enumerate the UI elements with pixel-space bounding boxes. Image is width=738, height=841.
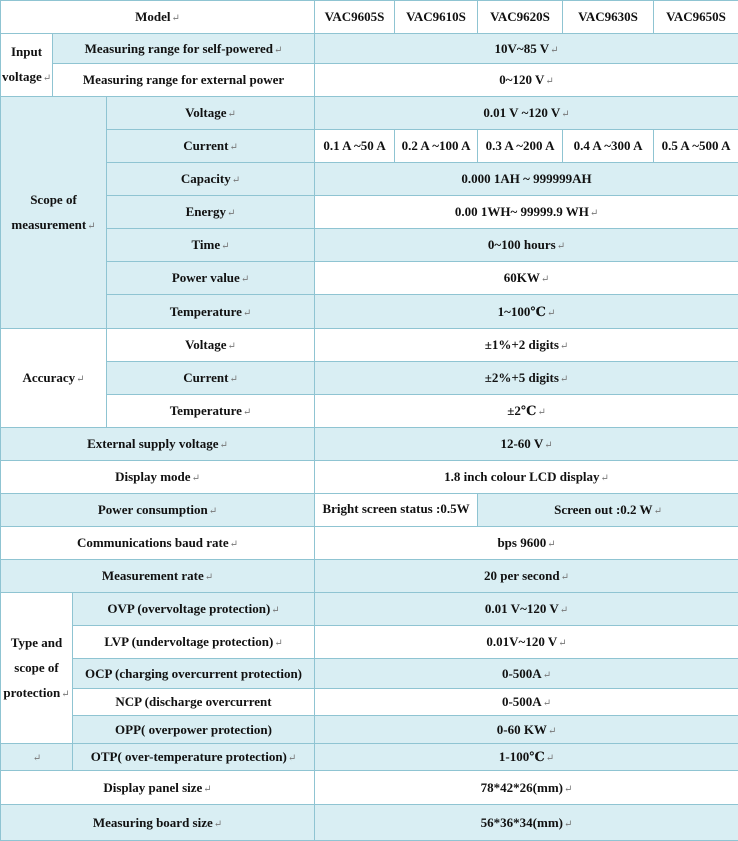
baud-rate-label [1, 527, 315, 560]
return-mark: ↵ [204, 572, 214, 583]
ovp-value [315, 593, 738, 626]
ocp-value [315, 659, 738, 689]
return-mark: ↵ [221, 241, 230, 252]
accuracy-temperature-label [107, 395, 315, 428]
row-scope-power [1, 262, 738, 295]
return-mark: ↵ [274, 44, 283, 56]
accuracy-voltage-value-text: ±1%+2 digits [484, 337, 559, 352]
row-scope-voltage [1, 97, 738, 130]
measurement-rate-label [1, 560, 315, 593]
return-mark: ↵ [287, 753, 297, 764]
ocp-value-text: 0-500A [501, 665, 542, 681]
return-mark: ↵ [540, 274, 550, 285]
model-vac9650s: VAC9650S [654, 1, 738, 34]
return-mark: ↵ [32, 753, 42, 764]
row-scope-energy [1, 196, 738, 229]
power-bright-value: Bright screen status :0.5W [315, 494, 478, 527]
return-mark: ↵ [76, 374, 85, 385]
row-external-power [1, 64, 738, 97]
row-measuring-board-size [1, 805, 738, 841]
baud-rate-label-text: Communications baud rate [76, 535, 229, 550]
otp-group-empty [1, 744, 73, 771]
current-range-vac9610s: 0.2 A ~100 A [395, 130, 478, 163]
baud-rate-value [315, 527, 738, 560]
return-mark: ↵ [542, 698, 552, 709]
model-header [1, 1, 315, 34]
row-accuracy-voltage [1, 329, 738, 362]
power-screen-out-text: Screen out :0.2 W [554, 502, 653, 517]
accuracy-current-value [315, 362, 738, 395]
return-mark: ↵ [547, 307, 556, 319]
measurement-rate-value-text: 20 per second [484, 568, 560, 583]
scope-time-value [315, 229, 738, 262]
return-mark: ↵ [227, 341, 236, 352]
self-powered-value [315, 34, 738, 64]
return-mark: ↵ [208, 506, 218, 517]
scope-voltage-label [107, 97, 315, 130]
current-range-vac9630s: 0.4 A ~300 A [563, 130, 654, 163]
current-range-vac9605s: 0.1 A ~50 A [315, 130, 395, 163]
accuracy-label: Accuracy [22, 370, 76, 385]
return-mark: ↵ [203, 783, 212, 795]
return-mark: ↵ [229, 142, 238, 153]
scope-voltage-label-text: Voltage [185, 105, 227, 120]
scope-current-label-text: Current [183, 138, 229, 153]
return-mark: ↵ [242, 407, 252, 418]
header-row [1, 1, 738, 34]
external-power-value-text: 0~120 V [499, 72, 545, 87]
scope-temperature-value-text: 1~100℃ [497, 303, 546, 319]
return-mark: ↵ [61, 688, 70, 700]
scope-capacity-label-text: Capacity [180, 171, 231, 186]
scope-capacity-label [107, 163, 315, 196]
opp-label: OPP( overpower protection) [73, 716, 315, 744]
scope-temperature-label-text: Temperature [169, 303, 242, 319]
lvp-value-text: 0.01V~120 V [486, 634, 558, 649]
external-power-label: Measuring range for external power [53, 64, 315, 97]
opp-value [315, 716, 738, 744]
measuring-board-size-value [315, 805, 738, 841]
row-otp [1, 744, 738, 771]
row-measurement-rate [1, 560, 738, 593]
return-mark: ↵ [589, 208, 599, 219]
external-supply-value-text: 12-60 V [500, 436, 544, 451]
row-external-supply [1, 428, 738, 461]
return-mark: ↵ [271, 605, 280, 616]
measurement-rate-value [315, 560, 738, 593]
return-mark: ↵ [240, 274, 250, 285]
ovp-label-text: OVP (overvoltage protection) [107, 601, 271, 616]
display-mode-value [315, 461, 738, 494]
return-mark: ↵ [42, 73, 52, 84]
scope-voltage-value-text: 0.01 V ~120 V [483, 105, 561, 120]
otp-label-text: OTP( over-temperature protection) [90, 749, 287, 764]
return-mark: ↵ [171, 13, 180, 24]
row-display-mode [1, 461, 738, 494]
model-vac9630s: VAC9630S [563, 1, 654, 34]
accuracy-current-value-text: ±2%+5 digits [484, 370, 559, 385]
row-self-powered [1, 34, 738, 64]
display-mode-value-text: 1.8 inch colour LCD display [444, 469, 600, 484]
scope-group [1, 97, 107, 329]
row-accuracy-temperature [1, 395, 738, 428]
return-mark: ↵ [219, 440, 228, 451]
scope-time-value-text: 0~100 hours [487, 237, 556, 252]
power-screen-out-value [478, 494, 738, 527]
return-mark: ↵ [242, 307, 252, 319]
scope-time-label [107, 229, 315, 262]
return-mark: ↵ [213, 818, 223, 830]
scope-temperature-label [107, 295, 315, 329]
model-vac9605s: VAC9605S [315, 1, 395, 34]
return-mark: ↵ [560, 572, 570, 583]
display-panel-size-value [315, 771, 738, 805]
row-scope-current [1, 130, 738, 163]
scope-energy-label-text: Energy [185, 204, 227, 219]
return-mark: ↵ [558, 638, 567, 649]
scope-power-value [315, 262, 738, 295]
row-accuracy-current [1, 362, 738, 395]
display-mode-label-text: Display mode [115, 469, 191, 484]
return-mark: ↵ [229, 374, 238, 385]
return-mark: ↵ [559, 374, 569, 385]
return-mark: ↵ [87, 220, 96, 232]
display-panel-size-label-text: Display panel size [103, 779, 203, 795]
opp-value-text: 0-60 KW [496, 721, 547, 737]
power-consumption-label [1, 494, 315, 527]
accuracy-current-label-text: Current [183, 370, 229, 385]
ncp-value [315, 689, 738, 716]
return-mark: ↵ [556, 241, 566, 252]
lvp-label [73, 626, 315, 659]
scope-temperature-value [315, 295, 738, 329]
return-mark: ↵ [227, 208, 236, 219]
return-mark: ↵ [545, 76, 554, 87]
display-panel-size-value-text: 78*42*26(mm) [480, 779, 563, 795]
return-mark: ↵ [600, 473, 609, 484]
power-consumption-label-text: Power consumption [97, 502, 208, 517]
return-mark: ↵ [544, 440, 553, 451]
model-vac9610s: VAC9610S [395, 1, 478, 34]
accuracy-temperature-value-text: ±2℃ [507, 403, 537, 418]
row-ovp [1, 593, 738, 626]
return-mark: ↵ [229, 539, 239, 550]
current-range-vac9620s: 0.3 A ~200 A [478, 130, 563, 163]
scope-energy-value-text: 0.00 1WH~ 99999.9 WH [454, 204, 589, 219]
row-scope-time [1, 229, 738, 262]
return-mark: ↵ [559, 605, 569, 616]
measuring-board-size-label [1, 805, 315, 841]
ncp-label: NCP (discharge overcurrent [73, 689, 315, 716]
model-label: Model [135, 9, 171, 24]
return-mark: ↵ [191, 473, 200, 484]
return-mark: ↵ [564, 783, 573, 795]
scope-line1: Scope of [30, 191, 77, 207]
current-range-vac9650s: 0.5 A ~500 A [654, 130, 738, 163]
model-vac9620s: VAC9620S [478, 1, 563, 34]
return-mark: ↵ [545, 753, 555, 764]
ncp-value-text: 0-500A [501, 694, 542, 709]
ovp-label [73, 593, 315, 626]
return-mark: ↵ [547, 539, 556, 550]
ocp-label: OCP (charging overcurrent protection) [73, 659, 315, 689]
return-mark: ↵ [274, 638, 283, 649]
scope-energy-value [315, 196, 738, 229]
accuracy-voltage-label-text: Voltage [185, 337, 227, 352]
accuracy-voltage-value [315, 329, 738, 362]
self-powered-label [53, 34, 315, 64]
scope-voltage-value [315, 97, 738, 130]
accuracy-temperature-label-text: Temperature [169, 403, 242, 418]
row-power-consumption [1, 494, 738, 527]
return-mark: ↵ [550, 44, 559, 56]
protection-group [1, 593, 73, 744]
return-mark: ↵ [537, 407, 546, 418]
scope-power-label [107, 262, 315, 295]
external-power-value [315, 64, 738, 97]
measurement-rate-label-text: Measurement rate [101, 568, 204, 583]
self-powered-label-text: Measuring range for self-powered [84, 40, 273, 56]
ovp-value-text: 0.01 V~120 V [484, 601, 559, 616]
external-supply-label [1, 428, 315, 461]
otp-value-text: 1-100℃ [498, 749, 545, 764]
input-voltage-line1: Input [10, 44, 43, 59]
otp-label [73, 744, 315, 771]
baud-rate-value-text: bps 9600 [497, 535, 547, 550]
row-ncp [1, 689, 738, 716]
lvp-value [315, 626, 738, 659]
scope-current-label [107, 130, 315, 163]
accuracy-current-label [107, 362, 315, 395]
accuracy-temperature-value [315, 395, 738, 428]
protection-line2: scope of [14, 659, 59, 675]
row-scope-temperature [1, 295, 738, 329]
row-scope-capacity [1, 163, 738, 196]
display-mode-label [1, 461, 315, 494]
measuring-board-size-label-text: Measuring board size [92, 814, 213, 830]
measuring-board-size-value-text: 56*36*34(mm) [480, 814, 563, 830]
scope-power-value-text: 60KW [503, 270, 540, 285]
return-mark: ↵ [564, 818, 573, 830]
row-lvp [1, 626, 738, 659]
display-panel-size-label [1, 771, 315, 805]
external-supply-value [315, 428, 738, 461]
self-powered-value-text: 10V~85 V [494, 40, 550, 56]
protection-line3: protection [3, 684, 61, 700]
row-opp [1, 716, 738, 744]
scope-energy-label [107, 196, 315, 229]
accuracy-group [1, 329, 107, 428]
scope-line2: measurement [11, 216, 87, 232]
row-ocp [1, 659, 738, 689]
external-supply-label-text: External supply voltage [87, 436, 219, 451]
accuracy-voltage-label [107, 329, 315, 362]
return-mark: ↵ [559, 341, 569, 352]
return-mark: ↵ [227, 109, 236, 120]
row-display-panel-size [1, 771, 738, 805]
scope-capacity-value: 0.000 1AH ~ 999999AH [315, 163, 738, 196]
return-mark: ↵ [542, 669, 552, 681]
scope-time-label-text: Time [191, 237, 221, 252]
return-mark: ↵ [231, 175, 241, 186]
return-mark: ↵ [561, 109, 570, 120]
row-baud-rate [1, 527, 738, 560]
protection-line1: Type and [10, 634, 63, 650]
lvp-label-text: LVP (undervoltage protection) [104, 634, 274, 649]
return-mark: ↵ [547, 725, 557, 737]
return-mark: ↵ [653, 506, 662, 517]
otp-value [315, 744, 738, 771]
input-voltage-line2: voltage [2, 69, 42, 84]
scope-power-label-text: Power value [171, 270, 240, 285]
input-voltage-group [1, 34, 53, 97]
